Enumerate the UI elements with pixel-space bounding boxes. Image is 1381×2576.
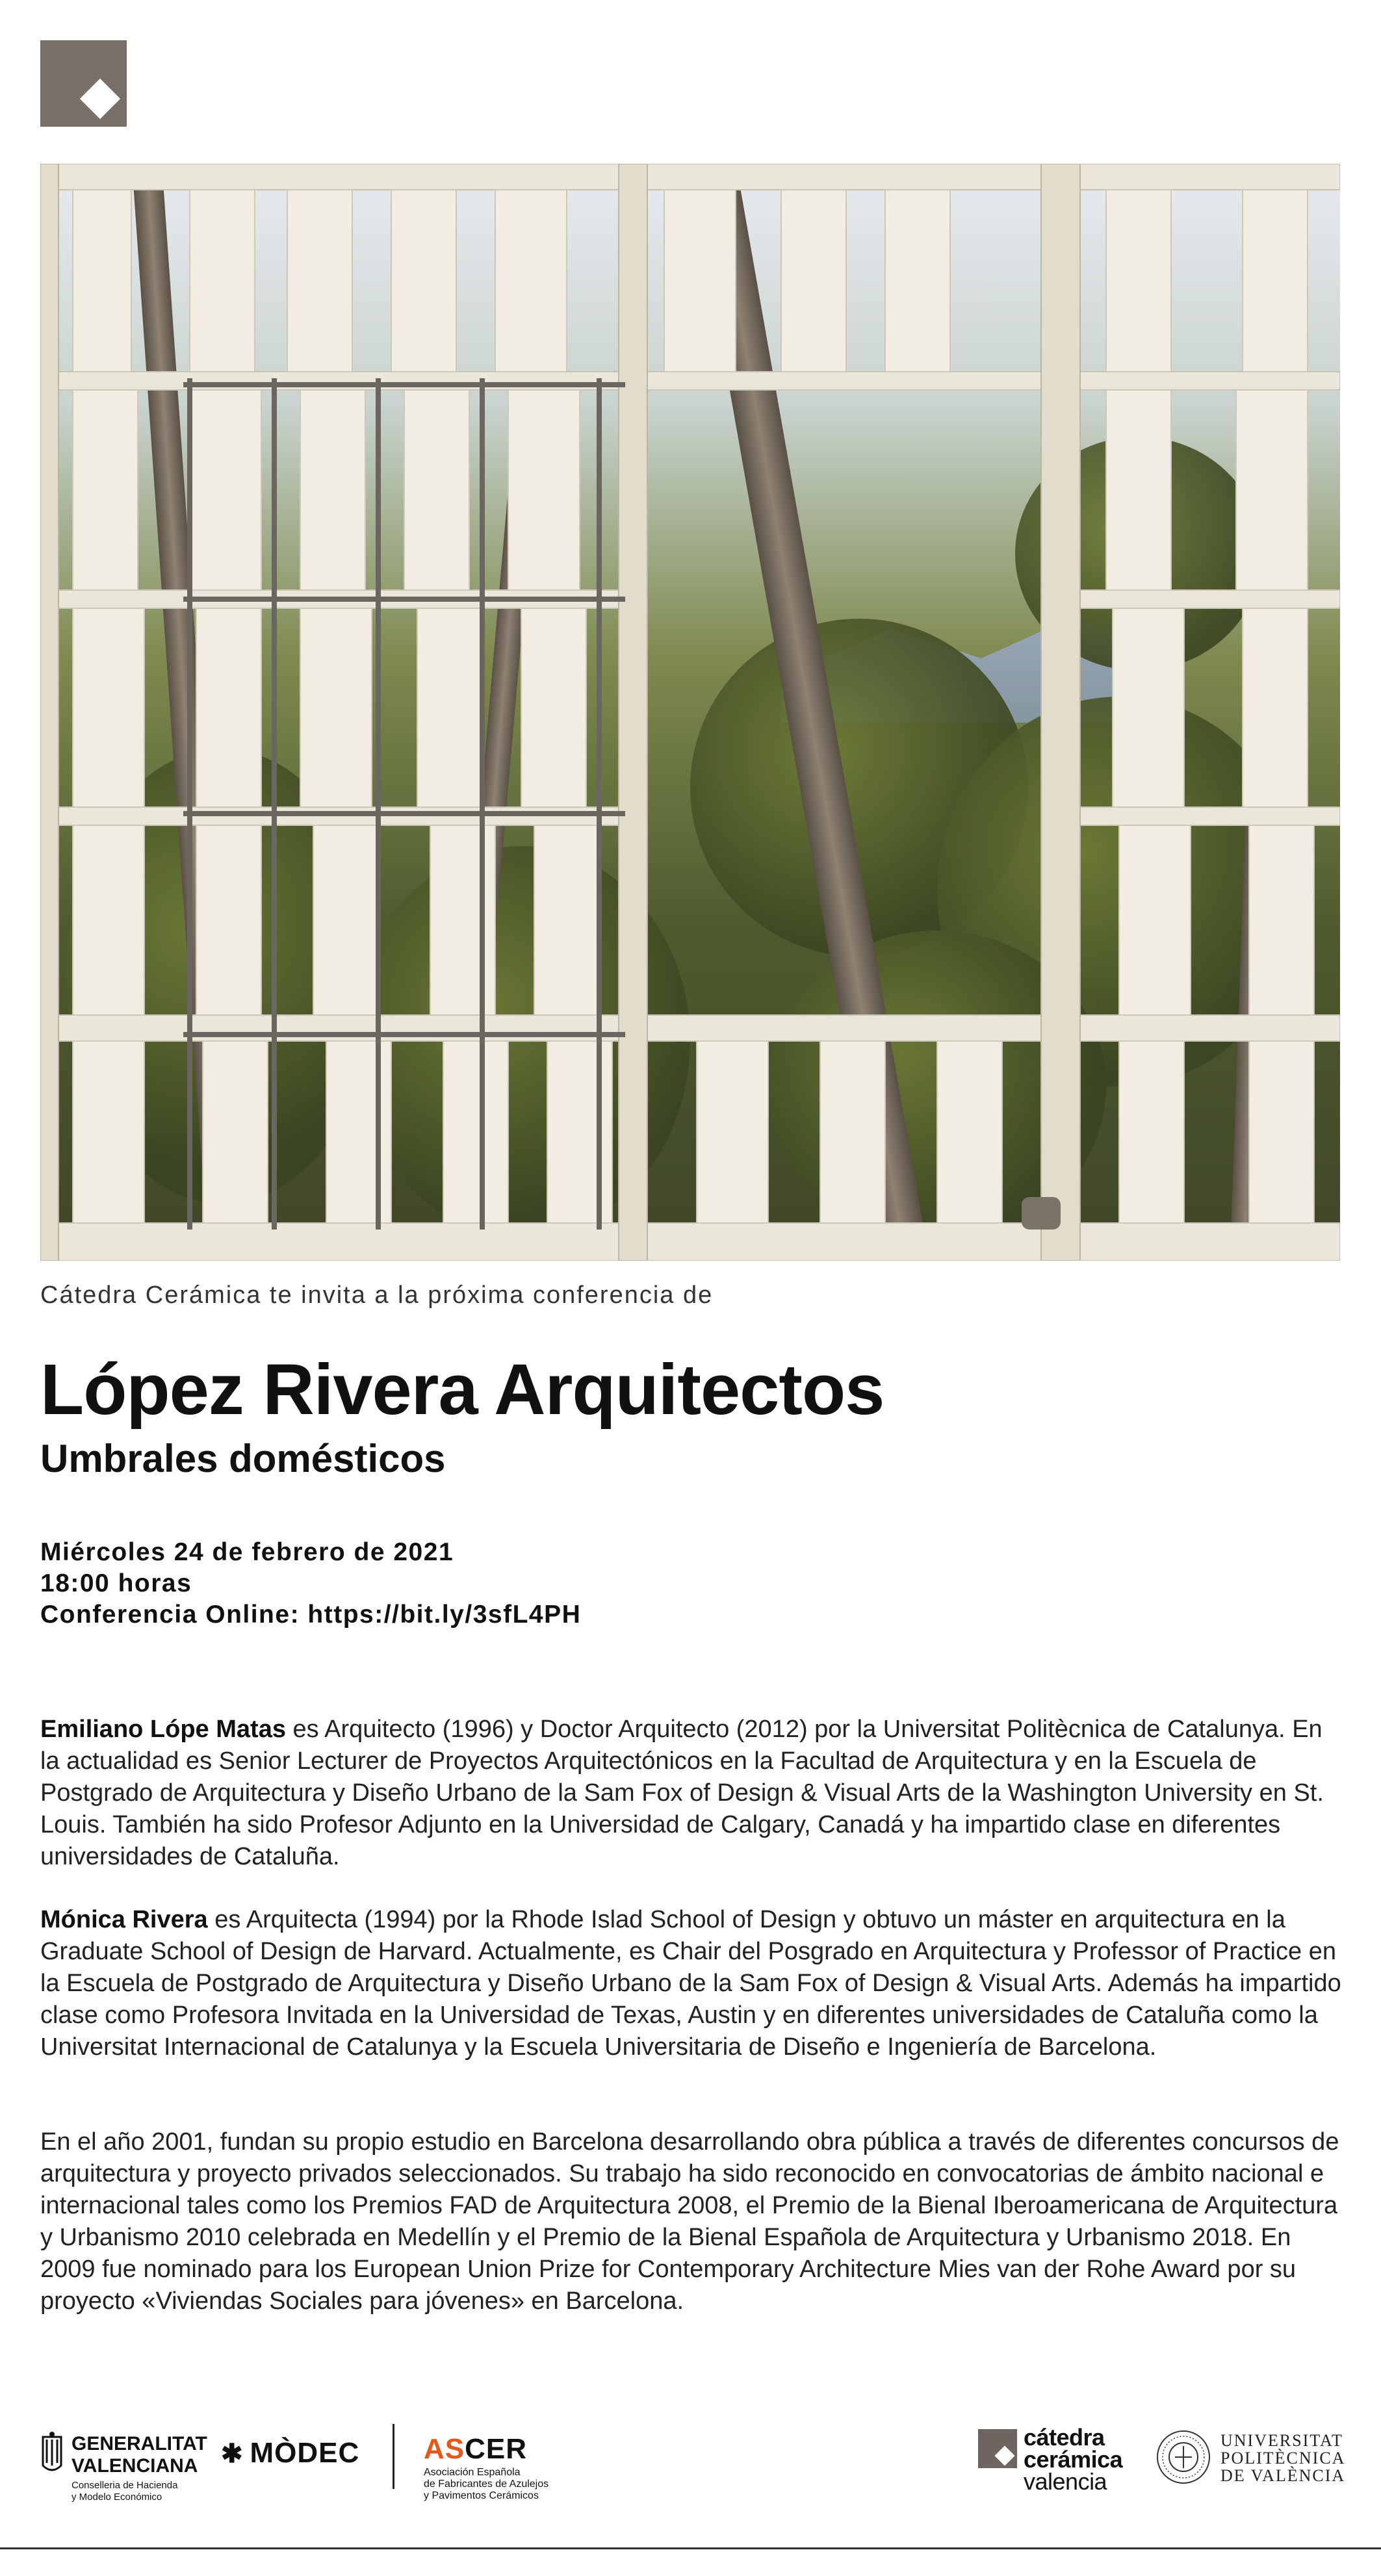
bio-rivera: [40, 1904, 1347, 2063]
bio-studio: [40, 2126, 1347, 2317]
catedra-line3: valencia: [1024, 2468, 1107, 2495]
generalitat-line1: GENERALITAT: [71, 2433, 207, 2454]
generalitat-sub2: y Modelo Económico: [71, 2492, 162, 2503]
upv-seal-icon: [1155, 2429, 1211, 2485]
ascer-logo: [424, 2433, 549, 2502]
bio-name: Emiliano Lópe Matas: [40, 1716, 286, 1743]
bio-text: En el año 2001, fundan su propio estudio en Barcelona desarrollando obra pública a través de diferentes concursos de arquitectura y proyecto privados seleccionados. Su trabajo ha sido reconocido en convocatorias de ámbito nacional e internacional tales como los Premios FAD de Arquitectura 2008, el Premio de la Bienal Iberoamericana de Arquitectura y Urbanismo 2010 celebrada en Medellín y el Premio de la Bienal Española de Arquitectura y Urbanismo 2018. En 2009 fue nominado para los European Union Prize for Contemporary Architecture Mies van der Rohe Award por su proyecto «Viviendas Sociales para jóvenes» en Barcelona.: [40, 2128, 1339, 2315]
event-time: 18:00 horas: [40, 1569, 192, 1597]
catedra-line2: cerámica: [1024, 2446, 1123, 2473]
footer-divider: [393, 2424, 394, 2489]
event-online-link[interactable]: Conferencia Online: https://bit.ly/3sfL4PH: [40, 1601, 582, 1629]
page-subtitle: Umbrales domésticos: [40, 1437, 446, 1480]
catedra-logo-mark: [40, 40, 127, 127]
bio-lopez: [40, 1714, 1347, 1873]
catedra-line1: cátedra: [1024, 2424, 1105, 2451]
ascer-sub1: Asociación Española: [424, 2467, 521, 2478]
event-details: [40, 1537, 581, 1630]
page-title: López Rivera Arquitectos: [40, 1350, 884, 1430]
bio-text: es Arquitecto (1996) y Doctor Arquitecto (2012) por la Universitat Politècnica de Catalunya. En la actualidad es Senior Lecturer de Proyectos Arquitectónicos en la Facultad de Arquitectura y en la Escuela de Postgrado de Arquitectura y Diseño Urbano de la Sam Fox of Design & Visual Arts de la Washington University en St. Louis. También ha sido Profesor Adjunto en la Universidad de Calgary, Canadá y ha impartido clase en diferentes universidades de Cataluña.: [40, 1716, 1324, 1870]
modec-logo: [221, 2437, 359, 2469]
upv-line2: POLITÈCNICA: [1220, 2449, 1346, 2467]
sponsor-footer: [0, 2411, 1381, 2541]
bio-text: es Arquitecta (1994) por la Rhode Islad School of Design y obtuvo un máster en arquitectura en la Graduate School of Design de Harvard. Actualmente, es Chair del Posgrado en Arquitectura y Professor of Practice en la Escuela de Postgrado de Arquitectura y Diseño Urbano de la Sam Fox of Design & Visual Arts. Además ha impartido clase como Profesora Invitada en la Universidad de Texas, Austin y en diferentes universidades de Cataluña como la Universitat Internacional de Catalunya y la Escuela Universitaria de Diseño e Ingeniería de Barcelona.: [40, 1906, 1341, 2061]
asterisk-icon: ✱: [221, 2440, 244, 2468]
upv-line3: DE VALÈNCIA: [1220, 2466, 1346, 2485]
ascer-sub3: y Pavimentos Cerámicos: [424, 2490, 539, 2501]
ascer-as: AS: [424, 2433, 465, 2465]
bottom-rule: [0, 2547, 1381, 2549]
hero-photo: [40, 164, 1340, 1261]
modec-name: MÒDEC: [250, 2437, 360, 2469]
bio-name: Mónica Rivera: [40, 1906, 208, 1933]
invite-line: Cátedra Cerámica te invita a la próxima conferencia de: [40, 1282, 714, 1309]
event-date: Miércoles 24 de febrero de 2021: [40, 1538, 454, 1566]
generalitat-sub1: Conselleria de Hacienda: [71, 2480, 178, 2491]
ascer-sub2: de Fabricantes de Azulejos: [424, 2479, 549, 2490]
generalitat-shield-icon: [40, 2430, 64, 2495]
catedra-mark-icon: [978, 2429, 1017, 2468]
ascer-cer: CER: [465, 2433, 528, 2465]
upv-line1: UNIVERSITAT: [1220, 2431, 1343, 2450]
generalitat-line2: VALENCIANA: [71, 2455, 198, 2477]
